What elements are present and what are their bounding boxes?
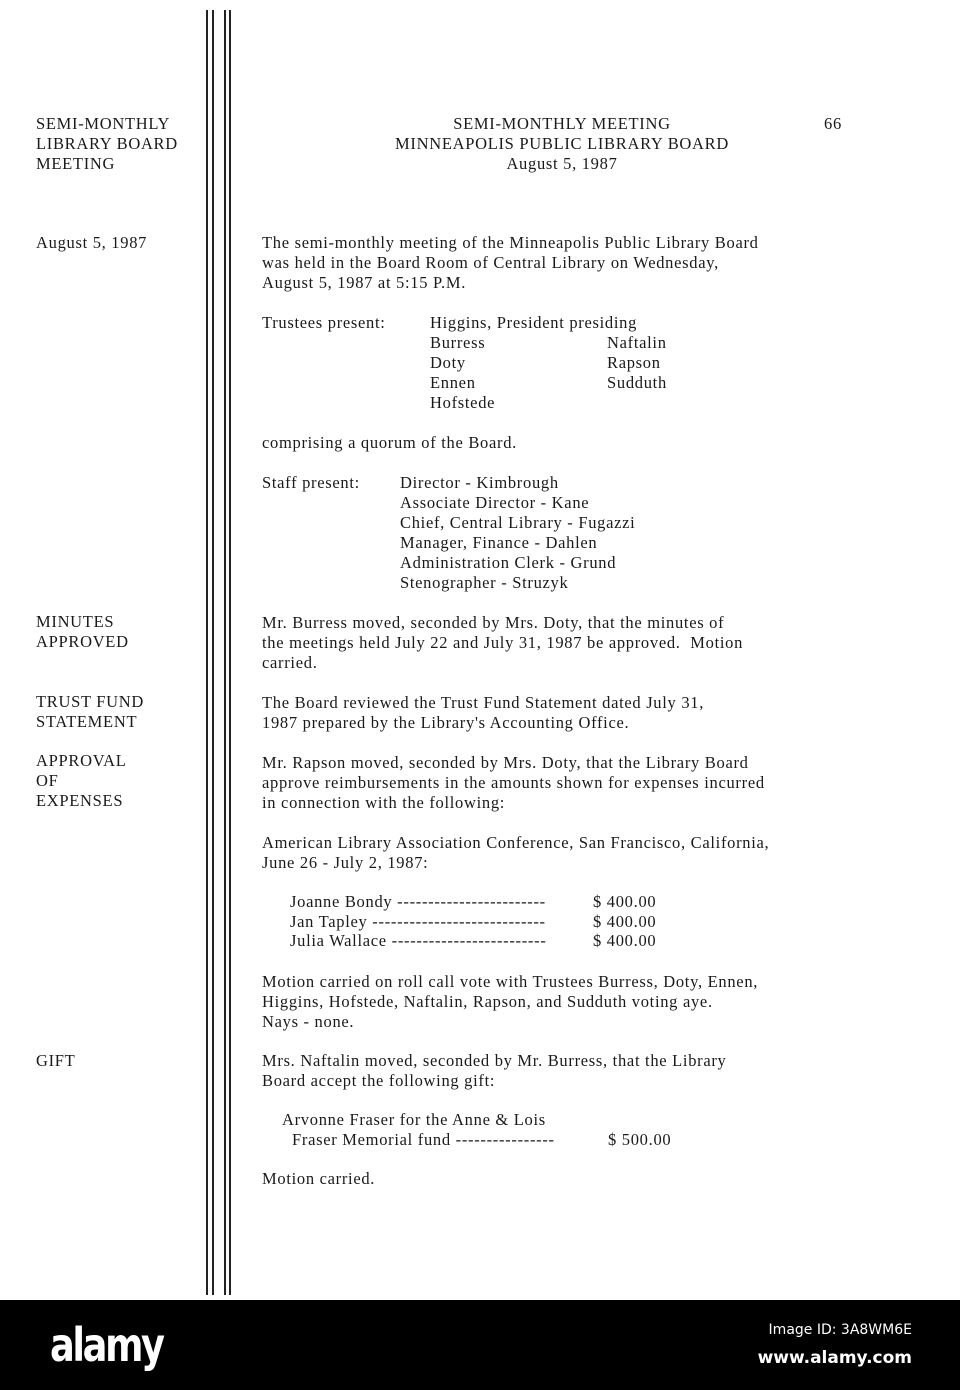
margin-minutes: APPROVED <box>36 632 129 651</box>
trust-line: 1987 prepared by the Library's Accounting Office. <box>262 713 630 732</box>
trustee: Burress <box>430 333 486 352</box>
trustee: Hofstede <box>430 393 496 412</box>
image-id: Image ID: 3A8WM6E <box>768 1322 912 1338</box>
margin-minutes: MINUTES <box>36 612 115 631</box>
watermark-footer <box>0 1300 960 1390</box>
margin-trust: STATEMENT <box>36 712 138 731</box>
trustee: Rapson <box>607 353 661 372</box>
minutes-line: the meetings held July 22 and July 31, 1987 be approved. Motion <box>262 633 744 652</box>
intro-line: August 5, 1987 at 5:15 P.M. <box>262 273 467 292</box>
trustee: Doty <box>430 353 466 372</box>
margin-rule <box>229 10 231 1295</box>
vote-line: Nays - none. <box>262 1012 355 1031</box>
margin-approval: EXPENSES <box>36 791 124 810</box>
trustees-label: Trustees present: <box>262 313 386 332</box>
staff-member: Administration Clerk - Grund <box>400 553 617 572</box>
staff-member: Manager, Finance - Dahlen <box>400 533 598 552</box>
gift-result: Motion carried. <box>262 1169 376 1188</box>
trustee: Sudduth <box>607 373 667 392</box>
vote-line: Higgins, Hofstede, Naftalin, Rapson, and Sudduth voting aye. <box>262 992 713 1011</box>
expense-name: Jan Tapley ---------------------------- <box>290 912 546 931</box>
expense-name: Joanne Bondy ------------------------ <box>290 892 546 911</box>
margin-gift: GIFT <box>36 1051 76 1070</box>
conference-line: June 26 - July 2, 1987: <box>262 853 429 872</box>
minutes-line: carried. <box>262 653 318 672</box>
minutes-line: Mr. Burress moved, seconded by Mrs. Doty, that the minutes of <box>262 613 725 632</box>
staff-label: Staff present: <box>262 473 360 492</box>
margin-date: August 5, 1987 <box>36 233 148 252</box>
staff-member: Director - Kimbrough <box>400 473 559 492</box>
trustee-presiding: Higgins, President presiding <box>430 313 638 332</box>
approval-line: in connection with the following: <box>262 793 506 812</box>
margin-heading: MEETING <box>36 154 116 173</box>
quorum-line: comprising a quorum of the Board. <box>262 433 517 452</box>
approval-line: approve reimbursements in the amounts shown for expenses incurred <box>262 773 765 792</box>
conference-line: American Library Association Conference, San Francisco, California, <box>262 833 770 852</box>
margin-approval: OF <box>36 771 59 790</box>
expense-amount: $ 400.00 <box>593 892 657 911</box>
margin-heading: SEMI-MONTHLY <box>36 114 171 133</box>
page-number: 66 <box>824 114 842 133</box>
staff-member: Associate Director - Kane <box>400 493 590 512</box>
header-line: August 5, 1987 <box>506 154 618 173</box>
margin-approval: APPROVAL <box>36 751 127 770</box>
expense-amount: $ 400.00 <box>593 931 657 950</box>
approval-line: Mr. Rapson moved, seconded by Mrs. Doty, that the Library Board <box>262 753 749 772</box>
margin-trust: TRUST FUND <box>36 692 145 711</box>
site-url: www.alamy.com <box>757 1348 912 1368</box>
header-line: SEMI-MONTHLY MEETING <box>453 114 671 133</box>
alamy-logo: alamy <box>50 1318 163 1372</box>
staff-member: Chief, Central Library - Fugazzi <box>400 513 636 532</box>
gift-amount: $ 500.00 <box>608 1130 672 1149</box>
gift-donor: Arvonne Fraser for the Anne & Lois <box>282 1110 546 1129</box>
intro-line: was held in the Board Room of Central Library on Wednesday, <box>262 253 719 272</box>
margin-heading: LIBRARY BOARD <box>36 134 178 153</box>
vote-line: Motion carried on roll call vote with Trustees Burress, Doty, Ennen, <box>262 972 759 991</box>
gift-line: Board accept the following gift: <box>262 1071 496 1090</box>
expense-amount: $ 400.00 <box>593 912 657 931</box>
intro-line: The semi-monthly meeting of the Minneapolis Public Library Board <box>262 233 759 252</box>
staff-member: Stenographer - Struzyk <box>400 573 569 592</box>
trustee: Naftalin <box>607 333 667 352</box>
trust-line: The Board reviewed the Trust Fund Statement dated July 31, <box>262 693 705 712</box>
margin-rule <box>212 10 214 1295</box>
trustee: Ennen <box>430 373 476 392</box>
header-line: MINNEAPOLIS PUBLIC LIBRARY BOARD <box>395 134 729 153</box>
margin-rule <box>224 10 226 1295</box>
gift-donor: Fraser Memorial fund ---------------- <box>292 1130 555 1149</box>
gift-line: Mrs. Naftalin moved, seconded by Mr. Burress, that the Library <box>262 1051 727 1070</box>
margin-rule <box>206 10 208 1295</box>
expense-name: Julia Wallace ------------------------- <box>290 931 547 950</box>
